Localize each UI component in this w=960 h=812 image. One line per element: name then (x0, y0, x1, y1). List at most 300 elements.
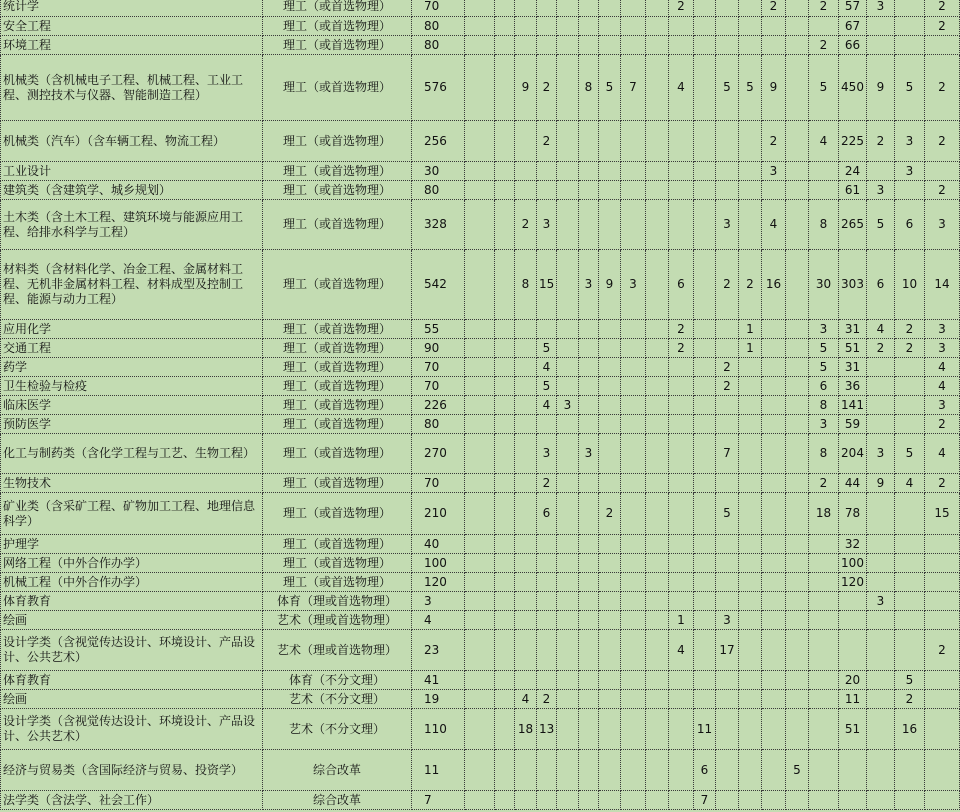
table-row (1, 396, 960, 415)
quota-cell (537, 791, 557, 810)
quota-cell (762, 474, 786, 493)
quota-cell: 2 (809, 36, 839, 55)
quota-cell: 6 (867, 250, 895, 320)
quota-cell (646, 750, 669, 791)
major-name-cell: 统计学 (1, 0, 263, 17)
quota-cell (786, 17, 809, 36)
quota-cell: 3 (579, 434, 599, 474)
quota-cell (925, 791, 960, 810)
quota-cell (867, 709, 895, 750)
quota-cell (762, 611, 786, 630)
quota-cell (739, 0, 762, 17)
quota-cell (537, 320, 557, 339)
quota-cell (786, 320, 809, 339)
quota-cell: 32 (839, 535, 867, 554)
quota-cell (867, 630, 895, 671)
quota-cell (646, 535, 669, 554)
quota-cell (762, 339, 786, 358)
quota-cell (669, 791, 694, 810)
subject-category-cell: 综合改革 (263, 791, 412, 810)
quota-cell (925, 690, 960, 709)
quota-cell (762, 181, 786, 200)
quota-cell (599, 630, 621, 671)
quota-cell: 2 (925, 17, 960, 36)
quota-cell (716, 17, 739, 36)
quota-cell: 450 (839, 55, 867, 121)
quota-cell (809, 17, 839, 36)
quota-cell (599, 535, 621, 554)
quota-cell (762, 358, 786, 377)
quota-cell (465, 17, 495, 36)
quota-cell (599, 377, 621, 396)
quota-cell: 4 (669, 55, 694, 121)
quota-cell (762, 36, 786, 55)
quota-cell (515, 36, 537, 55)
quota-cell (739, 162, 762, 181)
quota-cell (646, 592, 669, 611)
quota-cell (925, 573, 960, 592)
quota-cell (646, 200, 669, 250)
quota-cell (621, 493, 646, 535)
quota-cell (694, 396, 716, 415)
quota-cell (579, 690, 599, 709)
quota-cell (925, 554, 960, 573)
quota-cell (895, 17, 925, 36)
subject-category-cell: 理工（或首选物理） (263, 554, 412, 573)
quota-cell: 3 (895, 121, 925, 162)
quota-cell (557, 17, 579, 36)
quota-cell: 4 (762, 200, 786, 250)
quota-cell (495, 474, 515, 493)
quota-cell (867, 36, 895, 55)
subject-category-cell: 理工（或首选物理） (263, 434, 412, 474)
quota-cell (579, 554, 599, 573)
quota-cell: 11 (839, 690, 867, 709)
major-name-cell: 预防医学 (1, 415, 263, 434)
plan-total-cell: 70 (412, 0, 465, 17)
quota-cell (621, 162, 646, 181)
quota-cell (465, 181, 495, 200)
subject-category-cell: 理工（或首选物理） (263, 396, 412, 415)
major-name-cell: 工业设计 (1, 162, 263, 181)
table-row (1, 554, 960, 573)
quota-cell (646, 396, 669, 415)
quota-cell: 7 (694, 791, 716, 810)
quota-cell: 5 (895, 55, 925, 121)
quota-cell (495, 181, 515, 200)
plan-total-cell: 110 (412, 709, 465, 750)
quota-cell (579, 493, 599, 535)
quota-cell (465, 709, 495, 750)
quota-cell (515, 358, 537, 377)
quota-cell (669, 36, 694, 55)
quota-cell (762, 592, 786, 611)
table-body (1, 0, 960, 810)
quota-cell (716, 791, 739, 810)
quota-cell: 14 (925, 250, 960, 320)
quota-cell (762, 320, 786, 339)
table-row (1, 55, 960, 121)
quota-cell (716, 671, 739, 690)
quota-cell: 8 (809, 200, 839, 250)
quota-cell: 3 (716, 611, 739, 630)
quota-cell (694, 611, 716, 630)
quota-cell (694, 690, 716, 709)
quota-cell: 3 (925, 320, 960, 339)
quota-cell (786, 377, 809, 396)
major-name-cell: 设计学类（含视觉传达设计、环境设计、产品设计、公共艺术） (1, 709, 263, 750)
plan-total-cell: 70 (412, 377, 465, 396)
quota-cell (579, 162, 599, 181)
quota-cell (646, 709, 669, 750)
plan-total-cell: 70 (412, 474, 465, 493)
quota-cell: 16 (762, 250, 786, 320)
quota-cell (465, 250, 495, 320)
quota-cell: 3 (762, 162, 786, 181)
table-row (1, 573, 960, 592)
quota-cell (646, 250, 669, 320)
quota-cell (739, 554, 762, 573)
quota-cell: 8 (579, 55, 599, 121)
quota-cell (465, 573, 495, 592)
quota-cell (621, 434, 646, 474)
quota-cell (557, 0, 579, 17)
quota-cell (495, 415, 515, 434)
quota-cell (495, 709, 515, 750)
quota-cell (694, 17, 716, 36)
quota-cell (515, 377, 537, 396)
quota-cell (867, 493, 895, 535)
quota-cell: 2 (599, 493, 621, 535)
subject-category-cell: 理工（或首选物理） (263, 36, 412, 55)
quota-cell (557, 250, 579, 320)
plan-total-cell: 270 (412, 434, 465, 474)
quota-cell: 2 (895, 690, 925, 709)
quota-cell (739, 358, 762, 377)
quota-cell (895, 415, 925, 434)
quota-cell (465, 554, 495, 573)
quota-cell (537, 592, 557, 611)
quota-cell: 51 (839, 709, 867, 750)
quota-cell (762, 573, 786, 592)
quota-cell (786, 396, 809, 415)
quota-cell (495, 493, 515, 535)
quota-cell (465, 611, 495, 630)
quota-cell (495, 396, 515, 415)
quota-cell (557, 630, 579, 671)
quota-cell (669, 162, 694, 181)
quota-cell (495, 573, 515, 592)
quota-cell: 4 (669, 630, 694, 671)
quota-cell: 8 (809, 434, 839, 474)
quota-cell (786, 573, 809, 592)
quota-cell (694, 36, 716, 55)
quota-cell: 61 (839, 181, 867, 200)
quota-cell (646, 630, 669, 671)
quota-cell: 5 (537, 339, 557, 358)
quota-cell (621, 709, 646, 750)
quota-cell (621, 415, 646, 434)
quota-cell (716, 554, 739, 573)
quota-cell (867, 535, 895, 554)
quota-cell (579, 121, 599, 162)
quota-cell (537, 17, 557, 36)
table-row (1, 611, 960, 630)
quota-cell (716, 690, 739, 709)
quota-cell (599, 573, 621, 592)
quota-cell (579, 474, 599, 493)
quota-cell (495, 55, 515, 121)
quota-cell (646, 162, 669, 181)
quota-cell (739, 474, 762, 493)
quota-cell: 4 (867, 320, 895, 339)
quota-cell (867, 791, 895, 810)
quota-cell (465, 791, 495, 810)
quota-cell (465, 358, 495, 377)
quota-cell (739, 630, 762, 671)
quota-cell (646, 611, 669, 630)
quota-cell (465, 0, 495, 17)
quota-cell: 2 (669, 0, 694, 17)
quota-cell (839, 750, 867, 791)
quota-cell: 9 (867, 55, 895, 121)
quota-cell (495, 434, 515, 474)
quota-cell (621, 339, 646, 358)
quota-cell (495, 690, 515, 709)
quota-cell (786, 791, 809, 810)
table-row (1, 0, 960, 17)
quota-cell (694, 630, 716, 671)
quota-cell (895, 573, 925, 592)
table-row (1, 535, 960, 554)
quota-cell (739, 377, 762, 396)
quota-cell (621, 377, 646, 396)
quota-cell (646, 320, 669, 339)
quota-cell (465, 396, 495, 415)
quota-cell (537, 573, 557, 592)
quota-cell (579, 630, 599, 671)
quota-cell (762, 690, 786, 709)
quota-cell (579, 181, 599, 200)
quota-cell (557, 791, 579, 810)
subject-category-cell: 艺术（理或首选物理） (263, 611, 412, 630)
quota-cell (495, 630, 515, 671)
subject-category-cell: 理工（或首选物理） (263, 339, 412, 358)
quota-cell (465, 592, 495, 611)
quota-cell (786, 200, 809, 250)
quota-cell (669, 358, 694, 377)
quota-cell (762, 554, 786, 573)
quota-cell (716, 396, 739, 415)
quota-cell (537, 0, 557, 17)
quota-cell: 2 (925, 121, 960, 162)
quota-cell (786, 554, 809, 573)
quota-cell (579, 36, 599, 55)
quota-cell (557, 493, 579, 535)
quota-cell (739, 671, 762, 690)
quota-cell (786, 121, 809, 162)
quota-cell (669, 554, 694, 573)
quota-cell (621, 396, 646, 415)
quota-cell (895, 630, 925, 671)
quota-cell (621, 690, 646, 709)
quota-cell: 17 (716, 630, 739, 671)
quota-cell (669, 121, 694, 162)
quota-cell (646, 434, 669, 474)
quota-cell: 9 (867, 474, 895, 493)
quota-cell (716, 573, 739, 592)
plan-total-cell: 256 (412, 121, 465, 162)
quota-cell: 5 (716, 493, 739, 535)
quota-cell (716, 181, 739, 200)
quota-cell: 3 (925, 200, 960, 250)
table-row (1, 181, 960, 200)
quota-cell (762, 630, 786, 671)
table-row (1, 250, 960, 320)
quota-cell (739, 750, 762, 791)
quota-cell (739, 611, 762, 630)
quota-cell: 3 (867, 181, 895, 200)
quota-cell (925, 709, 960, 750)
quota-cell (809, 709, 839, 750)
quota-cell: 2 (515, 200, 537, 250)
major-name-cell: 体育教育 (1, 671, 263, 690)
quota-cell (809, 535, 839, 554)
table-row (1, 493, 960, 535)
quota-cell (495, 377, 515, 396)
quota-cell (786, 535, 809, 554)
quota-cell: 100 (839, 554, 867, 573)
quota-cell: 30 (809, 250, 839, 320)
quota-cell: 10 (895, 250, 925, 320)
quota-cell: 3 (809, 415, 839, 434)
quota-cell (515, 17, 537, 36)
quota-cell (599, 17, 621, 36)
quota-cell (621, 474, 646, 493)
quota-cell (739, 709, 762, 750)
quota-cell (515, 611, 537, 630)
quota-cell (621, 17, 646, 36)
quota-cell (669, 415, 694, 434)
quota-cell (867, 690, 895, 709)
quota-cell (809, 554, 839, 573)
quota-cell: 3 (537, 200, 557, 250)
quota-cell (786, 250, 809, 320)
quota-cell (716, 121, 739, 162)
major-name-cell: 设计学类（含视觉传达设计、环境设计、产品设计、公共艺术） (1, 630, 263, 671)
quota-cell: 2 (925, 415, 960, 434)
plan-total-cell: 100 (412, 554, 465, 573)
quota-cell (465, 493, 495, 535)
subject-category-cell: 综合改革 (263, 750, 412, 791)
quota-cell (557, 671, 579, 690)
quota-cell (537, 36, 557, 55)
plan-total-cell: 542 (412, 250, 465, 320)
table-row (1, 709, 960, 750)
quota-cell (465, 474, 495, 493)
quota-cell (646, 358, 669, 377)
quota-cell (669, 377, 694, 396)
quota-cell (716, 320, 739, 339)
quota-cell (579, 415, 599, 434)
plan-total-cell: 30 (412, 162, 465, 181)
quota-cell (621, 358, 646, 377)
quota-cell (646, 493, 669, 535)
quota-cell (739, 396, 762, 415)
plan-total-cell: 11 (412, 750, 465, 791)
quota-cell: 303 (839, 250, 867, 320)
quota-cell: 6 (669, 250, 694, 320)
quota-cell (557, 554, 579, 573)
quota-cell (762, 791, 786, 810)
quota-cell (809, 750, 839, 791)
quota-cell: 8 (809, 396, 839, 415)
quota-cell (925, 611, 960, 630)
quota-cell (621, 121, 646, 162)
quota-cell: 20 (839, 671, 867, 690)
quota-cell (669, 396, 694, 415)
subject-category-cell: 理工（或首选物理） (263, 121, 412, 162)
quota-cell (809, 592, 839, 611)
quota-cell: 3 (867, 0, 895, 17)
quota-cell (465, 535, 495, 554)
quota-cell (786, 162, 809, 181)
quota-cell (557, 592, 579, 611)
quota-cell: 2 (867, 121, 895, 162)
quota-cell: 4 (895, 474, 925, 493)
quota-cell: 3 (895, 162, 925, 181)
quota-cell (579, 535, 599, 554)
quota-cell (579, 791, 599, 810)
quota-cell (495, 611, 515, 630)
table-row (1, 17, 960, 36)
quota-cell (669, 17, 694, 36)
quota-cell (786, 0, 809, 17)
quota-cell (465, 434, 495, 474)
table-row (1, 121, 960, 162)
quota-cell: 67 (839, 17, 867, 36)
plan-total-cell: 23 (412, 630, 465, 671)
quota-cell (716, 162, 739, 181)
quota-cell (867, 750, 895, 791)
quota-cell (557, 474, 579, 493)
quota-cell: 24 (839, 162, 867, 181)
quota-cell (495, 17, 515, 36)
quota-cell (786, 415, 809, 434)
quota-cell (599, 358, 621, 377)
quota-cell (646, 36, 669, 55)
quota-cell (465, 671, 495, 690)
quota-cell: 7 (716, 434, 739, 474)
quota-cell (739, 36, 762, 55)
quota-cell (669, 474, 694, 493)
quota-cell: 141 (839, 396, 867, 415)
quota-cell (495, 554, 515, 573)
quota-cell: 57 (839, 0, 867, 17)
quota-cell (786, 671, 809, 690)
quota-cell (579, 339, 599, 358)
quota-cell (465, 121, 495, 162)
quota-cell (557, 358, 579, 377)
major-name-cell: 绘画 (1, 690, 263, 709)
quota-cell (694, 121, 716, 162)
quota-cell (579, 573, 599, 592)
plan-total-cell: 90 (412, 339, 465, 358)
quota-cell (515, 0, 537, 17)
quota-cell (465, 377, 495, 396)
quota-cell (515, 630, 537, 671)
quota-cell: 2 (716, 377, 739, 396)
